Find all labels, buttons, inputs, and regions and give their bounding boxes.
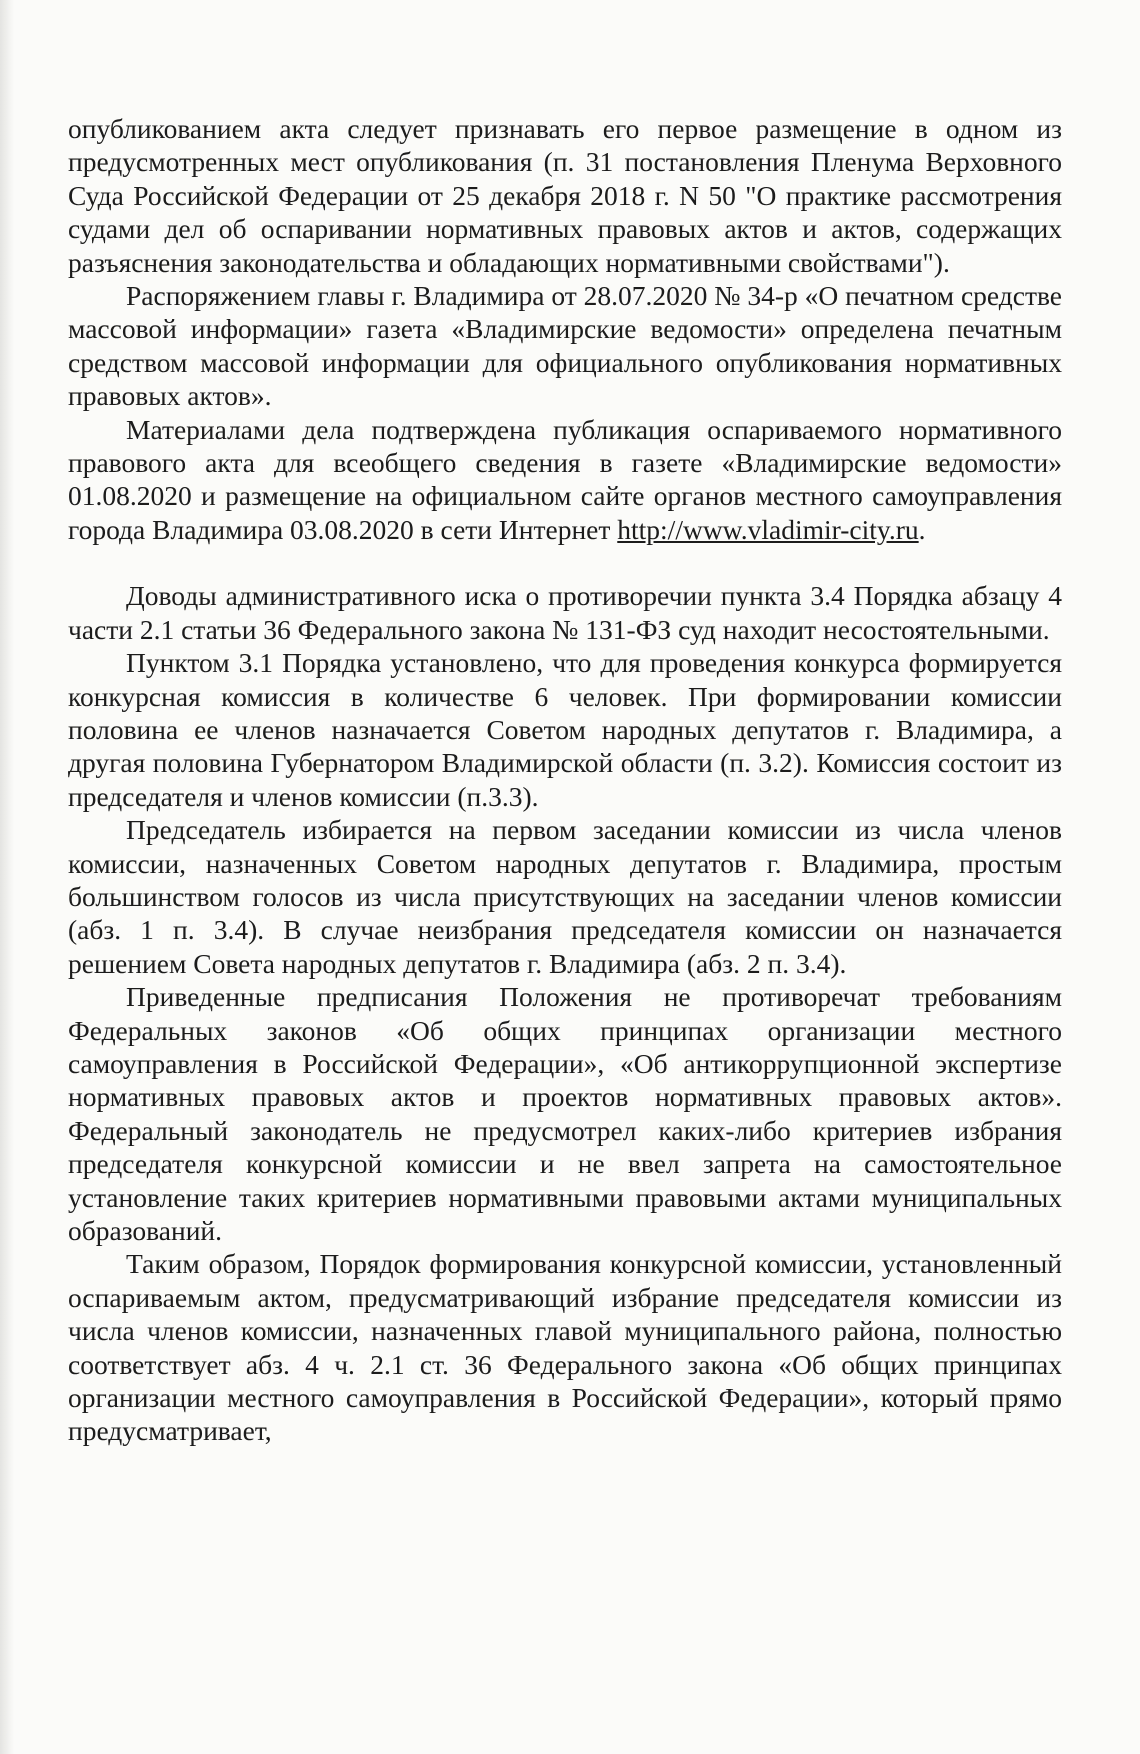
paragraph-end-period: .: [918, 513, 926, 545]
paragraph-no-contradiction: Приведенные предписания Положения не противоречат требованиям Федеральных законов «Об общих принципах организации местного самоуправления в Российской Федерации», «Об антикоррупционной экспертизе нормативных правовых актов и проектов нормативных правовых актов». Федеральный законодатель не предусмотрел каких-либо критериев избрания председателя конкурсной комиссии и не ввел запрета на самостоятельное установление таких критериев нормативными правовыми актами муниципальных образований.: [68, 981, 1062, 1246]
scan-edge-shadow: [0, 0, 14, 1754]
paragraph-spacer: [68, 546, 1062, 579]
paragraph-publication-confirmed: [68, 413, 1062, 547]
document-body: [68, 112, 1062, 1448]
official-site-link[interactable]: http://www.vladimir-city.ru: [617, 513, 919, 545]
paragraph-conclusion: Таким образом, Порядок формирования конкурсной комиссии, установленный оспариваемым актом, предусматривающий избрание председателя комиссии из числа членов комиссии, назначенных главой муниципального района, полностью соответствует абз. 4 ч. 2.1 ст. 36 Федерального закона «Об общих принципах организации местного самоуправления в Российской Федерации», который прямо предусматривает,: [68, 1248, 1062, 1447]
paragraph-publication-confirmed-text: Материалами дела подтверждена публикация оспариваемого нормативного правового акта для всеобщего сведения в газете «Владимирские ведомости» 01.08.2020 и размещение на официальном сайте органов местного самоуправления города Владимира 03.08.2020 в сети Интернет: [68, 413, 1062, 545]
paragraph-claim-arguments: Доводы административного иска о противоречии пункта 3.4 Порядка абзацу 4 части 2.1 статьи 36 Федерального закона № 131-ФЗ суд находит несостоятельными.: [68, 580, 1062, 645]
paragraph-publication-definition: опубликованием акта следует признавать его первое размещение в одном из предусмотренных мест опубликования (п. 31 постановления Пленума Верховного Суда Российской Федерации от 25 декабря 2018 г. N 50 "О практике рассмотрения судами дел об оспаривании нормативных правовых актов и актов, содержащих разъяснения законодательства и обладающих нормативными свойствами").: [68, 113, 1062, 278]
paragraph-commission-formation: Пунктом 3.1 Порядка установлено, что для проведения конкурса формируется конкурсная комиссия в количестве 6 человек. При формировании комиссии половина ее членов назначается Советом народных депутатов г. Владимира, а другая половина Губернатором Владимирской области (п. 3.2). Комиссия состоит из председателя и членов комиссии (п.3.3).: [68, 647, 1062, 812]
paragraph-chairman-election: Председатель избирается на первом заседании комиссии из числа членов комиссии, назначенных Советом народных депутатов г. Владимира, простым большинством голосов из числа присутствующих на заседании членов комиссии (абз. 1 п. 3.4). В случае неизбрания председателя комиссии он назначается решением Совета народных депутатов г. Владимира (абз. 2 п. 3.4).: [68, 814, 1062, 979]
paragraph-mayor-order: Распоряжением главы г. Владимира от 28.07.2020 № 34-р «О печатном средстве массовой информации» газета «Владимирские ведомости» определена печатным средством массовой информации для официального опубликования нормативных правовых актов».: [68, 280, 1062, 412]
